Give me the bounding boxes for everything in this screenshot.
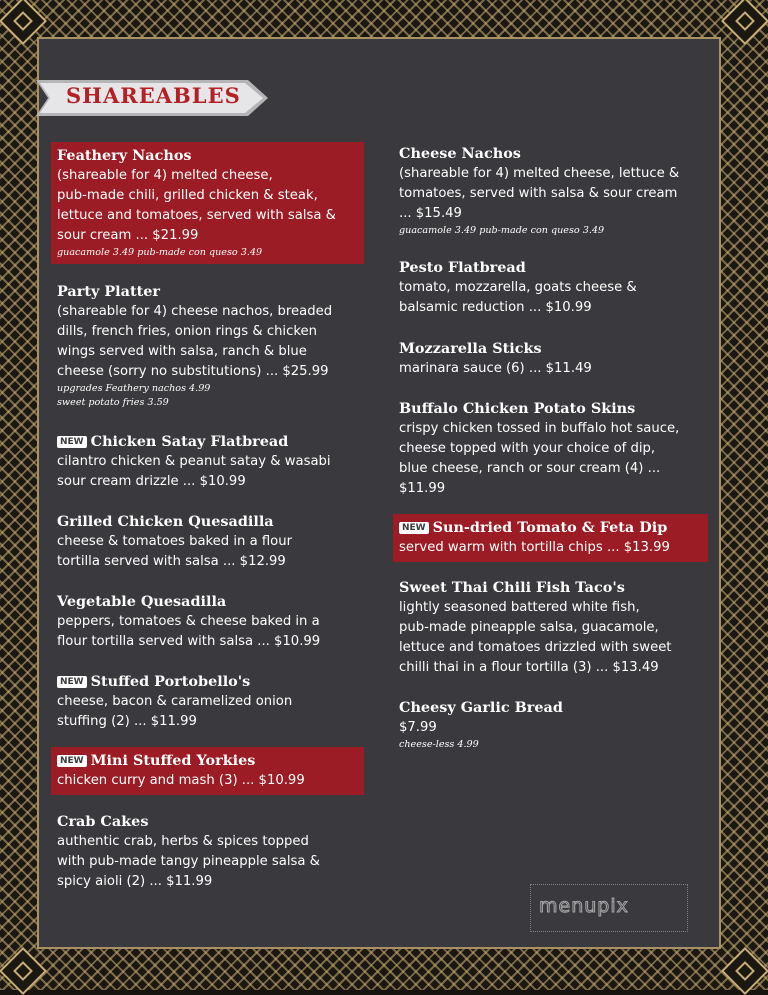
menu-item-mini-stuffed-yorkies bbox=[51, 747, 364, 795]
item-desc-line: chicken curry and mash (3) ... $10.99 bbox=[57, 773, 305, 788]
section-title: SHAREABLES bbox=[66, 83, 241, 108]
watermark bbox=[530, 884, 688, 932]
item-desc-line: cheese (sorry no substitutions) ... $25.99 bbox=[57, 364, 329, 379]
item-desc-line: lettuce and tomatoes drizzled with sweet bbox=[399, 640, 672, 655]
menu-item-chicken-satay-flatbread bbox=[57, 432, 331, 492]
new-badge-icon: NEW bbox=[57, 755, 87, 767]
item-note: upgrades Feathery nachos 4.99 bbox=[57, 383, 211, 394]
menu-item-mozzarella-sticks bbox=[399, 339, 592, 379]
item-desc-line: authentic crab, herbs & spices topped bbox=[57, 834, 309, 849]
item-desc-line: with pub-made tangy pineapple salsa & bbox=[57, 854, 320, 869]
item-name: Cheese Nachos bbox=[399, 145, 521, 162]
item-desc-line: $11.99 bbox=[399, 481, 446, 496]
item-desc-line: pub-made chili, grilled chicken & steak, bbox=[57, 188, 318, 203]
item-desc-line: (shareable for 4) cheese nachos, breaded bbox=[57, 304, 333, 319]
item-desc-line: spicy aioli (2) ... $11.99 bbox=[57, 874, 213, 889]
item-name: Sun-dried Tomato & Feta Dip bbox=[432, 519, 668, 536]
item-desc-line: cheese, bacon & caramelized onion bbox=[57, 694, 293, 709]
item-name: Cheesy Garlic Bread bbox=[399, 699, 563, 716]
item-desc-line: tortilla served with salsa ... $12.99 bbox=[57, 554, 286, 569]
item-desc-line: marinara sauce (6) ... $11.49 bbox=[399, 361, 592, 376]
item-desc-line: wings served with salsa, ranch & blue bbox=[57, 344, 307, 359]
menu-item-sweet-thai-chili-fish-tacos bbox=[399, 578, 671, 678]
item-desc-line: cheese topped with your choice of dip, bbox=[399, 441, 656, 456]
item-desc-line: chilli thai in a flour tortilla (3) ... $13.49 bbox=[399, 660, 659, 675]
new-badge-icon: NEW bbox=[399, 522, 429, 534]
item-name: Chicken Satay Flatbread bbox=[90, 433, 289, 450]
menu-item-cheese-nachos bbox=[399, 144, 679, 238]
menu-item-feathery-nachos bbox=[51, 142, 364, 264]
item-name: Party Platter bbox=[57, 283, 161, 300]
item-name-row bbox=[57, 432, 331, 452]
menu-item-vegetable-quesadilla bbox=[57, 592, 320, 652]
item-desc-line: cilantro chicken & peanut satay & wasabi bbox=[57, 454, 331, 469]
item-name: Stuffed Portobello's bbox=[90, 673, 251, 690]
item-desc-line: (shareable for 4) melted cheese, bbox=[57, 168, 273, 183]
watermark-text: menupix bbox=[539, 895, 629, 917]
item-desc-line: ... $15.49 bbox=[399, 206, 462, 221]
item-name-row bbox=[57, 672, 292, 692]
item-name: Sweet Thai Chili Fish Taco's bbox=[399, 579, 625, 596]
item-name: Grilled Chicken Quesadilla bbox=[57, 513, 274, 530]
item-desc-line: (shareable for 4) melted cheese, lettuce & bbox=[399, 166, 680, 181]
item-desc-line: tomato, mozzarella, goats cheese & bbox=[399, 280, 637, 295]
item-name: Mini Stuffed Yorkies bbox=[90, 752, 256, 769]
menu-item-pesto-flatbread bbox=[399, 258, 637, 318]
section-banner bbox=[36, 76, 266, 118]
item-name: Mozzarella Sticks bbox=[399, 340, 542, 357]
item-note: guacamole 3.49 pub-made con queso 3.49 bbox=[57, 247, 263, 258]
menu-item-buffalo-chicken-potato-skins bbox=[399, 399, 679, 499]
item-note: guacamole 3.49 pub-made con queso 3.49 bbox=[399, 225, 605, 236]
new-badge-icon: NEW bbox=[57, 676, 87, 688]
item-desc-line: sour cream drizzle ... $10.99 bbox=[57, 474, 246, 489]
item-desc-line: blue cheese, ranch or sour cream (4) ... bbox=[399, 461, 661, 476]
item-desc-line: pub-made pineapple salsa, guacamole, bbox=[399, 620, 659, 635]
item-name: Vegetable Quesadilla bbox=[57, 593, 227, 610]
item-name-row bbox=[399, 518, 702, 538]
item-desc-line: stuffing (2) ... $11.99 bbox=[57, 714, 197, 729]
item-desc-line: lettuce and tomatoes, served with salsa & bbox=[57, 208, 336, 223]
item-desc-line: flour tortilla served with salsa ... $10.99 bbox=[57, 634, 321, 649]
item-name: Pesto Flatbread bbox=[399, 259, 526, 276]
item-desc-line: crispy chicken tossed in buffalo hot sauce, bbox=[399, 421, 680, 436]
item-name: Feathery Nachos bbox=[57, 147, 192, 164]
item-desc-line: balsamic reduction ... $10.99 bbox=[399, 300, 592, 315]
menu-item-crab-cakes bbox=[57, 812, 320, 892]
item-desc-line: tomatoes, served with salsa & sour cream bbox=[399, 186, 678, 201]
item-note: sweet potato fries 3.59 bbox=[57, 397, 169, 408]
menu-item-stuffed-portobellos bbox=[57, 672, 292, 732]
item-desc-line: sour cream ... $21.99 bbox=[57, 228, 199, 243]
item-name: Crab Cakes bbox=[57, 813, 149, 830]
item-desc-line: dills, french fries, onion rings & chicken bbox=[57, 324, 317, 339]
item-desc-line: $7.99 bbox=[399, 720, 437, 735]
menu-item-grilled-chicken-quesadilla bbox=[57, 512, 292, 572]
menu-item-cheesy-garlic-bread bbox=[399, 698, 563, 752]
item-name: Buffalo Chicken Potato Skins bbox=[399, 400, 636, 417]
new-badge-icon: NEW bbox=[57, 436, 87, 448]
item-desc-line: served warm with tortilla chips ... $13.99 bbox=[399, 540, 670, 555]
item-desc-line: lightly seasoned battered white fish, bbox=[399, 600, 640, 615]
menu-item-party-platter bbox=[57, 282, 332, 410]
item-name-row bbox=[57, 751, 358, 771]
item-note: cheese-less 4.99 bbox=[399, 739, 479, 750]
menu-item-sundried-tomato-feta-dip bbox=[393, 514, 708, 562]
item-desc-line: cheese & tomatoes baked in a flour bbox=[57, 534, 293, 549]
item-desc-line: peppers, tomatoes & cheese baked in a bbox=[57, 614, 320, 629]
